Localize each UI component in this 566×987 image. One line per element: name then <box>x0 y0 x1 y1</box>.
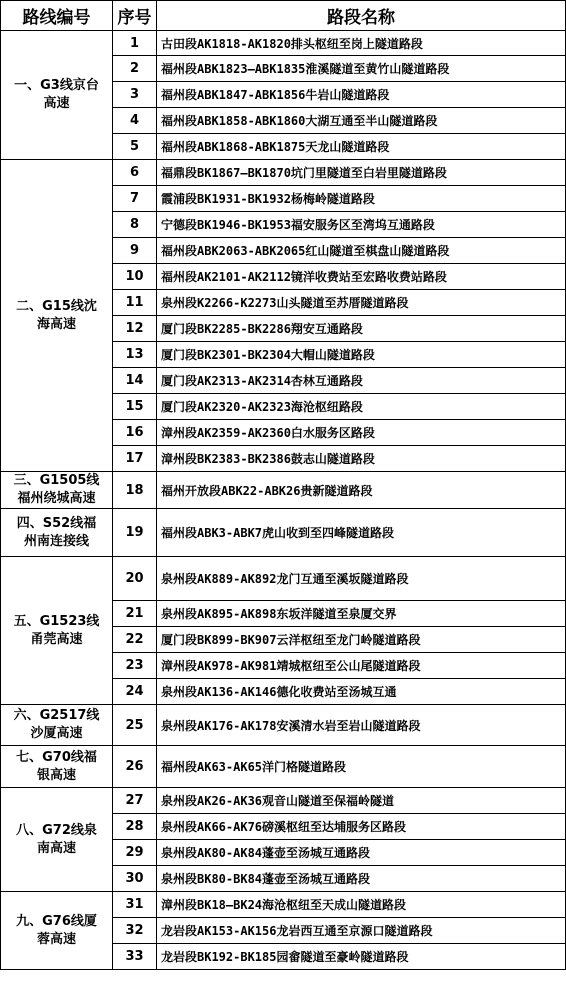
route-cell <box>1 705 113 746</box>
section-name-cell: 古田段AK1818-AK1820排头枢纽至岗上隧道路段 <box>157 31 566 56</box>
route-line: 八、G72线泉 <box>16 822 97 838</box>
seq-cell: 28 <box>113 814 157 840</box>
table-row <box>1 31 566 56</box>
section-name-cell: 泉州段AK80-AK84蓬壶至汤城互通路段 <box>157 840 566 866</box>
table-row <box>1 705 566 746</box>
route-line: 高速 <box>43 96 70 111</box>
section-name-cell: 漳州段AK978-AK981靖城枢纽至公山尾隧道路段 <box>157 653 566 679</box>
seq-cell: 26 <box>113 746 157 788</box>
route-line: 沙厦高速 <box>30 726 83 741</box>
route-line: 三、G1505线 <box>13 473 100 488</box>
route-cell <box>1 892 113 970</box>
section-name-cell: 泉州段AK895-AK898东坂洋隧道至泉厦交界 <box>157 601 566 627</box>
route-cell <box>1 788 113 892</box>
header-seq: 序号 <box>113 1 157 31</box>
route-line: 五、G1523线 <box>13 613 100 629</box>
section-name-cell: 龙岩段BK192-BK185园畲隧道至豪岭隧道路段 <box>157 944 566 970</box>
table-body <box>1 31 566 970</box>
section-name-cell: 泉州段AK889-AK892龙门互通至溪坂隧道路段 <box>157 557 566 601</box>
seq-cell: 10 <box>113 264 157 290</box>
route-line: 一、G3线京台 <box>14 78 99 93</box>
route-line: 州南连接线 <box>23 533 89 549</box>
section-name-cell: 福州段AK2101-AK2112镜洋收费站至宏路收费站路段 <box>157 264 566 290</box>
seq-cell: 9 <box>113 238 157 264</box>
table-row <box>1 788 566 814</box>
section-name-cell: 泉州段AK136-AK146德化收费站至汤城互通 <box>157 679 566 705</box>
route-line: 海高速 <box>36 316 76 332</box>
table-row <box>1 509 566 557</box>
route-line: 南高速 <box>36 840 76 856</box>
route-line: 蓉高速 <box>36 931 76 947</box>
section-name-cell: 厦门段BK899-BK907云洋枢纽至龙门岭隧道路段 <box>157 627 566 653</box>
section-name-cell: 宁德段BK1946-BK1953福安服务区至湾坞互通路段 <box>157 212 566 238</box>
section-name-cell: 福州段ABK1823—ABK1835淮溪隧道至黄竹山隧道路段 <box>157 56 566 82</box>
seq-cell: 30 <box>113 866 157 892</box>
section-name-cell: 福州开放段ABK22-ABK26贵新隧道路段 <box>157 472 566 509</box>
section-name-cell: 泉州段BK80-BK84蓬壶至汤城互通路段 <box>157 866 566 892</box>
seq-cell: 5 <box>113 134 157 160</box>
table-row <box>1 160 566 186</box>
seq-cell: 21 <box>113 601 157 627</box>
table-row <box>1 892 566 918</box>
section-name-cell: 厦门段AK2320-AK2323海沧枢纽路段 <box>157 394 566 420</box>
section-name-cell: 厦门段BK2301-BK2304大帽山隧道路段 <box>157 342 566 368</box>
seq-cell: 7 <box>113 186 157 212</box>
seq-cell: 19 <box>113 509 157 557</box>
table-row <box>1 746 566 788</box>
route-line: 银高速 <box>36 767 76 783</box>
section-name-cell: 福州段ABK1858-ABK1860大湖互通至半山隧道路段 <box>157 108 566 134</box>
seq-cell: 6 <box>113 160 157 186</box>
section-name-cell: 福州段ABK3-ABK7虎山收到至四峰隧道路段 <box>157 509 566 557</box>
section-name-cell: 漳州段BK2383-BK2386鼓志山隧道路段 <box>157 446 566 472</box>
section-name-cell: 泉州段K2266-K2273山头隧道至苏厝隧道路段 <box>157 290 566 316</box>
seq-cell: 11 <box>113 290 157 316</box>
table-row <box>1 557 566 601</box>
section-name-cell: 福州段ABK1868-ABK1875天龙山隧道路段 <box>157 134 566 160</box>
route-line: 二、G15线沈 <box>16 298 97 314</box>
section-name-cell: 福州段ABK1847-ABK1856牛岩山隧道路段 <box>157 82 566 108</box>
seq-cell: 4 <box>113 108 157 134</box>
route-cell <box>1 160 113 472</box>
seq-cell: 23 <box>113 653 157 679</box>
section-name-cell: 厦门段BK2285-BK2286翔安互通路段 <box>157 316 566 342</box>
route-cell <box>1 746 113 788</box>
seq-cell: 24 <box>113 679 157 705</box>
seq-cell: 3 <box>113 82 157 108</box>
route-cell <box>1 557 113 705</box>
seq-cell: 8 <box>113 212 157 238</box>
section-name-cell: 霞浦段BK1931-BK1932杨梅岭隧道路段 <box>157 186 566 212</box>
seq-cell: 15 <box>113 394 157 420</box>
seq-cell: 33 <box>113 944 157 970</box>
route-line: 六、G2517线 <box>13 708 100 723</box>
route-cell <box>1 509 113 557</box>
seq-cell: 1 <box>113 31 157 56</box>
table-row <box>1 472 566 509</box>
section-name-cell: 福州段AK63-AK65洋门格隧道路段 <box>157 746 566 788</box>
seq-cell: 18 <box>113 472 157 509</box>
seq-cell: 2 <box>113 56 157 82</box>
seq-cell: 17 <box>113 446 157 472</box>
route-line: 九、G76线厦 <box>16 913 97 929</box>
seq-cell: 25 <box>113 705 157 746</box>
section-name-cell: 厦门段AK2313-AK2314杏林互通路段 <box>157 368 566 394</box>
section-name-cell: 泉州段AK176-AK178安溪清水岩至岩山隧道路段 <box>157 705 566 746</box>
section-name-cell: 漳州段BK18—BK24海沧枢纽至天成山隧道路段 <box>157 892 566 918</box>
seq-cell: 16 <box>113 420 157 446</box>
seq-cell: 27 <box>113 788 157 814</box>
route-line: 福州绕城高速 <box>17 491 96 506</box>
table-header-row <box>1 1 566 31</box>
seq-cell: 31 <box>113 892 157 918</box>
section-name-cell: 泉州段AK66-AK76磅溪枢纽至达埔服务区路段 <box>157 814 566 840</box>
section-name-cell: 泉州段AK26-AK36观音山隧道至保福岭隧道 <box>157 788 566 814</box>
seq-cell: 13 <box>113 342 157 368</box>
section-name-cell: 漳州段AK2359-AK2360白水服务区路段 <box>157 420 566 446</box>
route-line: 七、G70线福 <box>16 749 97 765</box>
header-route: 路线编号 <box>1 1 113 31</box>
header-name: 路段名称 <box>157 1 566 31</box>
seq-cell: 29 <box>113 840 157 866</box>
route-line: 甬莞高速 <box>30 631 83 647</box>
seq-cell: 12 <box>113 316 157 342</box>
seq-cell: 32 <box>113 918 157 944</box>
seq-cell: 14 <box>113 368 157 394</box>
seq-cell: 22 <box>113 627 157 653</box>
section-name-cell: 福鼎段BK1867—BK1870坑门里隧道至白岩里隧道路段 <box>157 160 566 186</box>
route-cell <box>1 31 113 160</box>
route-cell <box>1 472 113 509</box>
section-name-cell: 福州段ABK2063-ABK2065红山隧道至棋盘山隧道路段 <box>157 238 566 264</box>
seq-cell: 20 <box>113 557 157 601</box>
section-name-cell: 龙岩段AK153-AK156龙岩西互通至京源口隧道路段 <box>157 918 566 944</box>
route-line: 四、S52线福 <box>16 515 97 531</box>
